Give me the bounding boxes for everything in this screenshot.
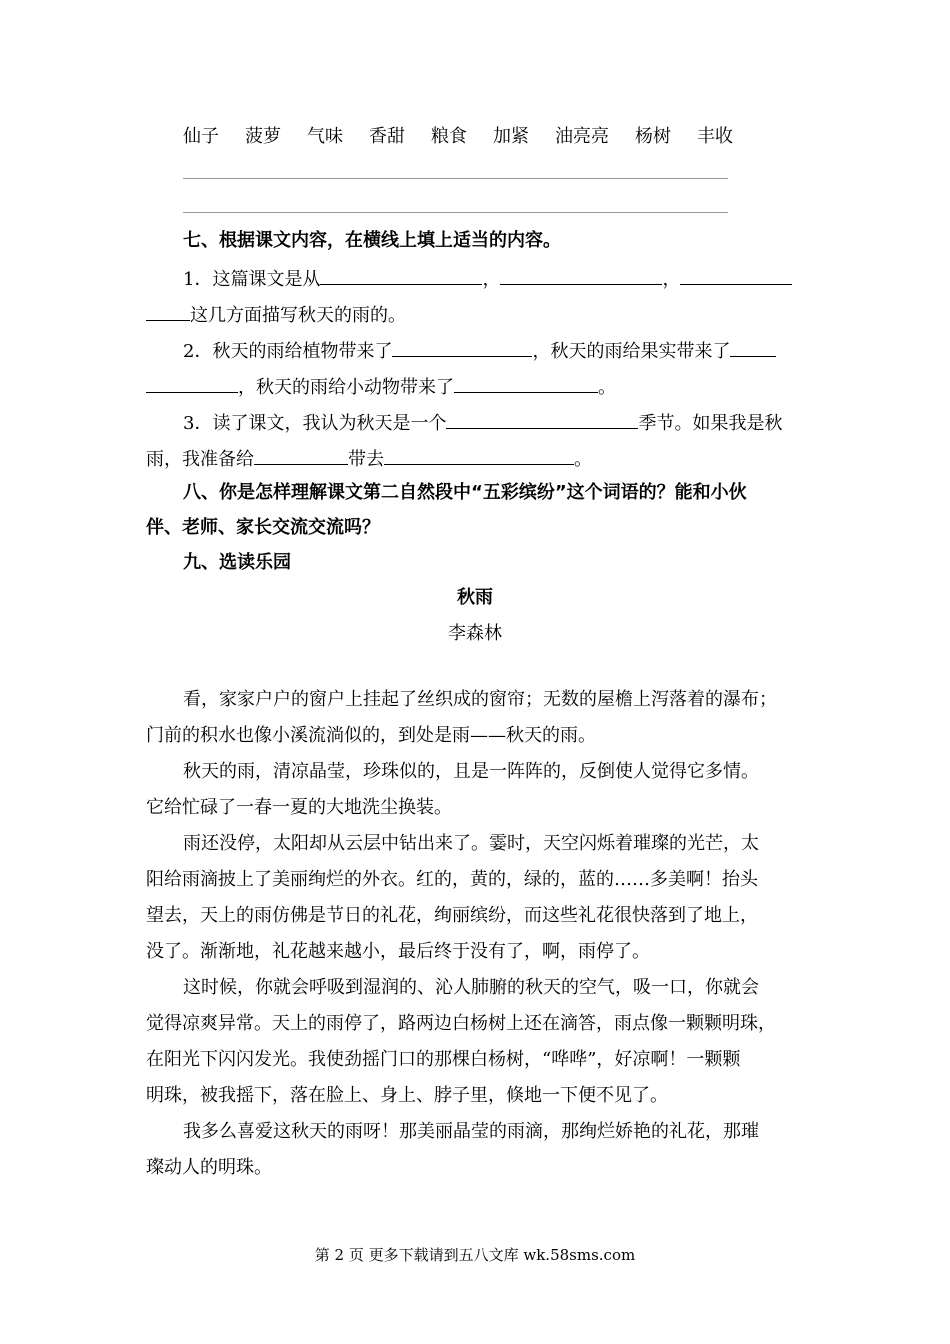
article-line: 没了。渐渐地，礼花越来越小，最后终于没有了，啊，雨停了。 [146, 941, 650, 962]
fill-blank[interactable] [680, 266, 792, 285]
fill-blank[interactable] [146, 302, 190, 321]
word-item: 油亮亮 [555, 126, 609, 147]
article-line: 我多么喜爱这秋天的雨呀！那美丽晶莹的雨滴，那绚烂娇艳的礼花，那璀 [183, 1121, 759, 1142]
word-item: 加紧 [493, 126, 529, 147]
article-line: 望去，天上的雨仿佛是节日的礼花，绚丽缤纷，而这些礼花很快落到了地上， [146, 905, 758, 926]
article-line: 秋天的雨，清凉晶莹，珍珠似的，且是一阵阵的，反倒使人觉得它多情。 [183, 761, 759, 782]
question-7-2: 2．秋天的雨给植物带来了 ，秋天的雨给果实带来了 [183, 338, 776, 363]
article-line: 门前的积水也像小溪流淌似的，到处是雨——秋天的雨。 [146, 725, 596, 746]
question-7-3: 3．读了课文，我认为秋天是一个 季节。如果我是秋 [183, 410, 782, 435]
article-line: 阳给雨滴披上了美丽绚烂的外衣。红的，黄的，绿的，蓝的……多美啊！抬头 [146, 869, 758, 890]
fill-blank[interactable] [446, 410, 638, 429]
article-line: 这时候，你就会呼吸到湿润的、沁人肺腑的秋天的空气，吸一口，你就会 [183, 977, 759, 998]
article-line: 它给忙碌了一春一夏的大地洗尘换装。 [146, 797, 452, 818]
word-item: 菠萝 [245, 126, 281, 147]
word-list [183, 126, 759, 148]
fill-blank[interactable] [146, 374, 238, 393]
answer-line [183, 178, 728, 179]
fill-blank[interactable] [320, 266, 482, 285]
question-7-2-cont: ，秋天的雨给小动物带来了 。 [146, 374, 616, 399]
fill-blank[interactable] [730, 338, 776, 357]
word-item: 杨树 [635, 126, 671, 147]
article-line: 雨还没停，太阳却从云层中钻出来了。霎时，天空闪烁着璀璨的光芒，太 [183, 833, 759, 854]
section-9-heading: 九、选读乐园 [183, 552, 291, 573]
article-line: 看，家家户户的窗户上挂起了丝织成的窗帘；无数的屋檐上泻落着的瀑布； [183, 689, 777, 710]
page-footer: 第 2 页 更多下载请到五八文库 wk.58sms.com [314, 1246, 636, 1264]
article-line: 觉得凉爽异常。天上的雨停了，路两边白杨树上还在滴答，雨点像一颗颗明珠， [146, 1013, 776, 1034]
section-8-line-1: 八、你是怎样理解课文第二自然段中“五彩缤纷”这个词语的？能和小伙 [183, 482, 747, 503]
answer-line [183, 212, 728, 213]
word-item: 粮食 [431, 126, 467, 147]
article-line: 璨动人的明珠。 [146, 1157, 272, 1178]
fill-blank[interactable] [392, 338, 532, 357]
fill-blank[interactable] [384, 446, 574, 465]
word-item: 气味 [307, 126, 343, 147]
word-item: 仙子 [183, 126, 219, 147]
question-7-3-cont: 雨，我准备给 带去 。 [146, 446, 592, 471]
question-7-1-cont: 这几方面描写秋天的雨的。 [146, 302, 406, 327]
section-8-line-2: 伴、老师、家长交流交流吗？ [146, 517, 380, 538]
article-line: 在阳光下闪闪发光。我使劲摇门口的那棵白杨树，“哗哗”，好凉啊！一颗颗 [146, 1049, 741, 1070]
section-7-heading: 七、根据课文内容，在横线上填上适当的内容。 [183, 230, 561, 251]
fill-blank[interactable] [500, 266, 662, 285]
word-item: 丰收 [697, 126, 733, 147]
question-7-1: 1．这篇课文是从 ， ， [183, 266, 792, 291]
article-line: 明珠，被我摇下，落在脸上、身上、脖子里，倏地一下便不见了。 [146, 1085, 668, 1106]
article-title: 秋雨 [457, 587, 493, 608]
fill-blank[interactable] [454, 374, 598, 393]
word-item: 香甜 [369, 126, 405, 147]
article-author: 李森林 [448, 623, 502, 644]
fill-blank[interactable] [254, 446, 348, 465]
